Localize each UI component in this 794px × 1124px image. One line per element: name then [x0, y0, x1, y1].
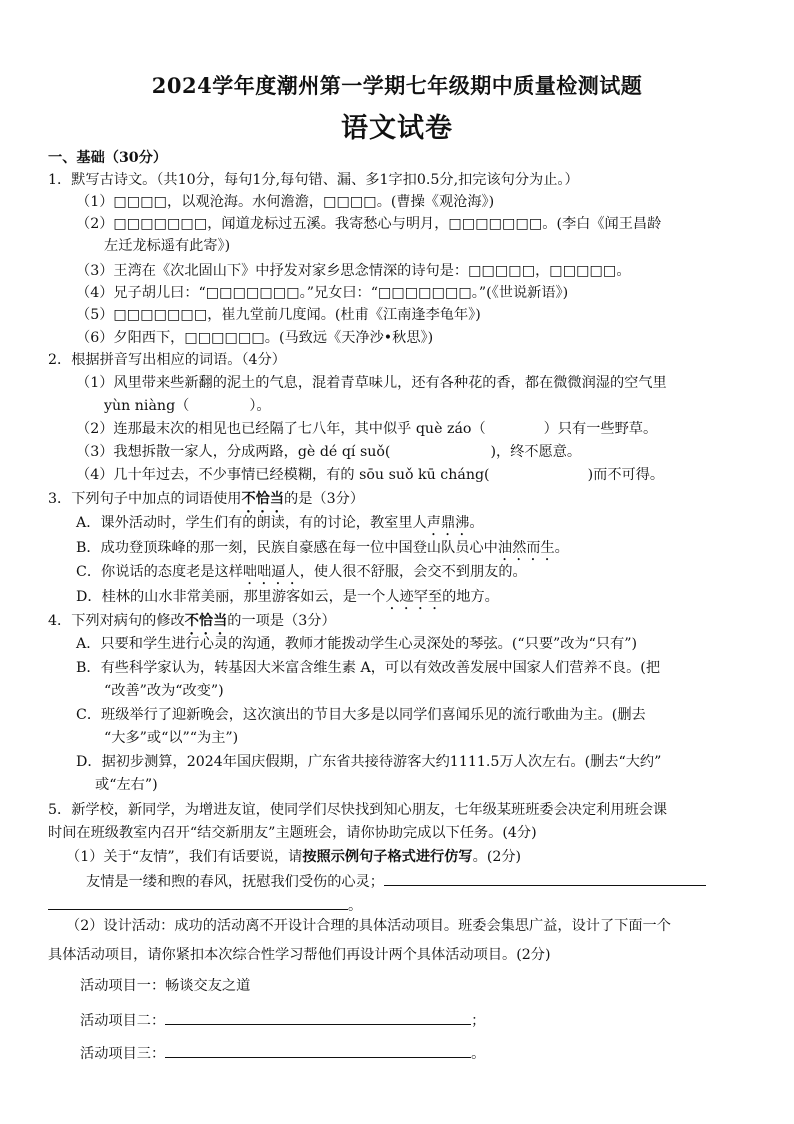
activity-item-1: 活动项目一：畅谈交友之道 [80, 978, 251, 994]
q2-item-1-pinyin: yùn niàng（ [104, 398, 190, 414]
q3-option-a-text: A．课外活动时，学生们有的朗读，有的讨论，教室里人 [76, 515, 427, 531]
activity-item-3-label: 活动项目三： [80, 1046, 166, 1062]
q2-item-1-cont [104, 396, 271, 416]
q2-item-4-end: )而不可得。 [587, 467, 665, 483]
q5-paragraph-2: 时间在班级教室内召开“结交新朋友”主题班会，请你协助完成以下任务。(4分) [48, 825, 537, 841]
q3-option-d-end: 的地方。 [442, 589, 499, 605]
q3-option-a [76, 513, 484, 539]
activity-item-3-end: 。 [471, 1046, 486, 1062]
q3-stem-text: 3．下列句子中加点的词语使用 [48, 491, 242, 507]
q4-option-c-cont: “大多”或“以”“为主”) [104, 730, 239, 746]
q1-item-4: （4）兄子胡儿曰：“□□□□□□□。”兄女曰：“□□□□□□□。”(《世说新语》) [76, 285, 569, 301]
activity-item-2 [80, 1010, 485, 1031]
q3-option-a-dotted: 声鼎沸 [426, 515, 470, 531]
q1-item-3: （3）王湾在《次北固山下》中抒发对家乡思念情深的诗句是：□□□□□，□□□□□。 [76, 263, 631, 279]
q5-imitation-end: 。 [348, 898, 363, 914]
q3-option-c-end: ，使人很不舒服，会交不到朋友的。 [299, 564, 527, 580]
q1-item-1: （1）□□□□，以观沧海。水何澹澹，□□□□。(曹操《观沧海》) [76, 194, 495, 210]
q5-item-1-text: （1）关于“友情”，我们有话要说，请 [66, 849, 303, 865]
section-heading: 一、基础（30分） [48, 150, 168, 166]
q2-item-4-text: （4）几十年过去，不少事情已经模糊，有的 sōu suǒ kū cháng( [76, 467, 490, 483]
q5-item-1 [66, 847, 521, 867]
q4-stem-emphasis: 不恰当 [184, 613, 228, 629]
q5-imitation-cont [48, 895, 362, 916]
q3-option-c-dotted: 咄咄逼人 [242, 564, 300, 580]
activity-item-2-end: ； [471, 1013, 486, 1029]
q2-item-3-end: )，终不愿意。 [490, 444, 582, 460]
q5-example-text: 友情是一缕和煦的春风，抚慰我们受伤的心灵； [86, 874, 384, 890]
q3-stem-emphasis: 不恰当 [241, 491, 285, 507]
activity-item-3 [80, 1043, 485, 1064]
q2-item-2-text: （2）连那最末次的相见也已经隔了七八年，其中似乎 què záo（ [76, 421, 486, 437]
q1-item-2: （2）□□□□□□□，闻道龙标过五溪。我寄愁心与明月，□□□□□□□。(李白《闻王昌龄 [76, 216, 662, 232]
q1-stem: 1．默写古诗文。（共10分，每句1分,每句错、漏、多1字扣0.5分,扣完该句分为止。） [48, 172, 579, 188]
q2-item-1-end: ）。 [249, 398, 271, 414]
q4-stem-end: 的一项是（3分） [227, 613, 336, 629]
q3-option-d-text: D．桂林的山水非常美丽，那里游客如云，是一个 [76, 589, 386, 605]
q3-option-b-end: 。 [554, 540, 569, 556]
q3-option-c [76, 562, 527, 588]
q3-stem-end: 的是（3分） [284, 491, 365, 507]
q4-option-d-cont: 或“左右”) [95, 777, 158, 793]
q5-item-2-cont: 具体活动项目，请你紧扣本次综合性学习帮他们再设计两个具体活动项目。(2分) [48, 947, 551, 963]
q3-option-b [76, 538, 569, 564]
q2-item-2-end: ）只有一些野草。 [543, 421, 658, 437]
q4-option-d: D．据初步测算，2024年国庆假期，广东省共接待游客大约1111.5万人次左右。(删去“大约” [76, 754, 662, 770]
q1-item-2-cont: 左迁龙标遥有此寄》) [104, 238, 231, 254]
q2-item-3 [76, 442, 581, 462]
q5-example [86, 871, 706, 892]
q3-stem [48, 489, 364, 516]
q3-option-b-text: B．成功登顶珠峰的那一刻，民族自豪感在每一位中国登山队员心中 [76, 540, 498, 556]
answer-line-imitation[interactable] [384, 871, 706, 886]
q4-option-b: B．有些科学家认为，转基因大米富含维生素 A，可以有效改善发展中国家人们营养不良。(把 [76, 660, 661, 676]
q2-item-1: （1）风里带来些新翻的泥土的气息，混着青草味儿，还有各种花的香，都在微微润湿的空气里 [76, 375, 667, 391]
activity-item-2-label: 活动项目二： [80, 1013, 166, 1029]
q2-item-3-text: （3）我想拆散一家人，分成两路，gè dé qí suǒ( [76, 444, 391, 460]
q4-stem-text: 4．下列对病句的修改 [48, 613, 185, 629]
q3-option-a-end: 。 [469, 515, 484, 531]
q5-item-2: （2）设计活动：成功的活动离不开设计合理的具体活动项目。班委会集思广益，设计了下面一个 [66, 918, 671, 934]
exam-subtitle: 语文试卷 [341, 113, 453, 144]
answer-line-activity-3[interactable] [165, 1043, 471, 1058]
q2-stem: 2．根据拼音写出相应的词语。（4分） [48, 352, 286, 368]
exam-title: 2024学年度潮州第一学期七年级期中质量检测试题 [151, 73, 643, 98]
q2-item-2 [76, 419, 657, 439]
q3-option-d-dotted: 人迹罕至 [385, 589, 443, 605]
q3-option-c-text: C．你说话的态度老是这样 [76, 564, 243, 580]
q4-option-a: A．只要和学生进行心灵的沟通，教师才能拨动学生心灵深处的琴弦。(“只要”改为“只有”) [76, 636, 638, 652]
q4-option-c: C．班级举行了迎新晚会，这次演出的节目大多是以同学们喜闻乐见的流行歌曲为主。(删去 [76, 707, 646, 723]
q2-item-4 [76, 465, 664, 485]
q3-option-b-dotted: 油然而生 [497, 540, 555, 556]
q1-item-5: （5）□□□□□□□，崔九堂前几度闻。(杜甫《江南逢李龟年》) [76, 307, 481, 323]
answer-line-imitation-2[interactable] [48, 895, 348, 910]
q3-option-d [76, 587, 499, 613]
q1-item-6: （6）夕阳西下，□□□□□□。(马致远《天净沙•秋思》) [76, 330, 434, 346]
q5-item-1-bold: 按照示例句子格式进行仿写 [302, 849, 473, 865]
q4-option-b-cont: “改善”改为“改变”) [104, 683, 224, 699]
q5-item-1-end: 。(2分) [472, 849, 522, 865]
q5-paragraph-1: 5．新学校，新同学，为增进友谊，使同学们尽快找到知心朋友，七年级某班班委会决定利用班会课 [48, 802, 668, 818]
answer-line-activity-2[interactable] [165, 1010, 471, 1025]
